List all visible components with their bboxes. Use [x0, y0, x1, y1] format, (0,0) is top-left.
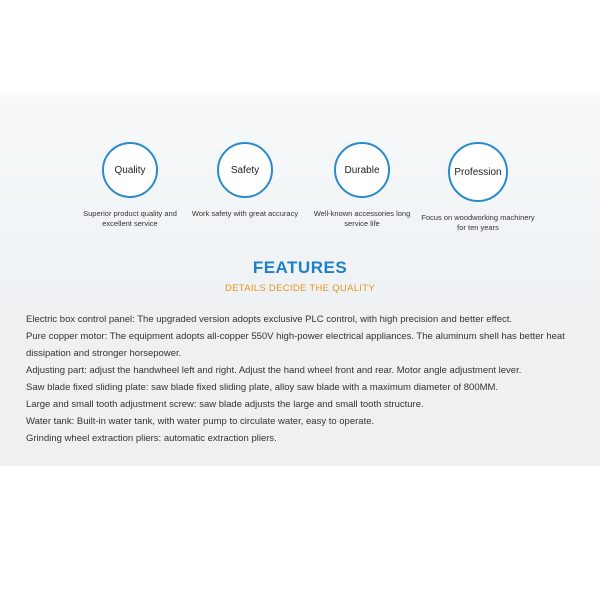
spec-item-control-panel: Electric box control panel: The upgraded version adopts exclusive PLC control, with high precision and better effect.: [26, 314, 513, 325]
feature-profession-label: Profession: [454, 166, 502, 178]
feature-profession: [418, 142, 538, 232]
features-row: [0, 142, 600, 242]
feature-quality-description: Superior product quality and excellent service: [83, 209, 177, 228]
feature-profession-circle: [448, 142, 508, 202]
spec-item-sliding-plate: Saw blade fixed sliding plate: saw blade fixed sliding plate, alloy saw blade with a maximum diameter of 800MM.: [26, 382, 499, 393]
section-title: FEATURES: [252, 258, 348, 277]
feature-safety-label: Safety: [230, 164, 260, 176]
spec-item-extraction-pliers: Grinding wheel extraction pliers: automatic extraction pliers.: [26, 433, 277, 444]
feature-durable-label: Durable: [344, 164, 380, 176]
section-subtitle: DETAILS DECIDE THE QUALITY: [225, 283, 375, 294]
feature-safety: [185, 142, 305, 219]
spec-item-water-tank: Water tank: Built-in water tank, with water pump to circulate water, easy to operate.: [26, 416, 375, 427]
feature-durable-description: Well-known accessories long service life: [313, 209, 411, 228]
spec-item-adjusting-part: Adjusting part: adjust the handwheel left and right. Adjust the hand wheel front and rear. Motor angle adjustment lever.: [26, 365, 522, 376]
feature-profession-description: Focus on woodworking machinery for ten years: [421, 213, 535, 232]
feature-quality: [70, 142, 190, 228]
feature-durable: [302, 142, 422, 228]
feature-quality-label: Quality: [114, 164, 146, 176]
feature-quality-circle: [102, 142, 158, 198]
spec-item-copper-motor: Pure copper motor: The equipment adopts all-copper 550V high-power electrical appliances. The aluminum shell has better heat dissipation and stronger horsepower.: [26, 331, 565, 359]
feature-safety-circle: [217, 142, 273, 198]
spec-list: [26, 311, 588, 447]
spec-item-adjustment-screw: Large and small tooth adjustment screw: saw blade adjusts the large and small tooth structure.: [26, 399, 424, 410]
feature-durable-circle: [334, 142, 390, 198]
feature-safety-description: Work safety with great accuracy: [191, 209, 299, 218]
